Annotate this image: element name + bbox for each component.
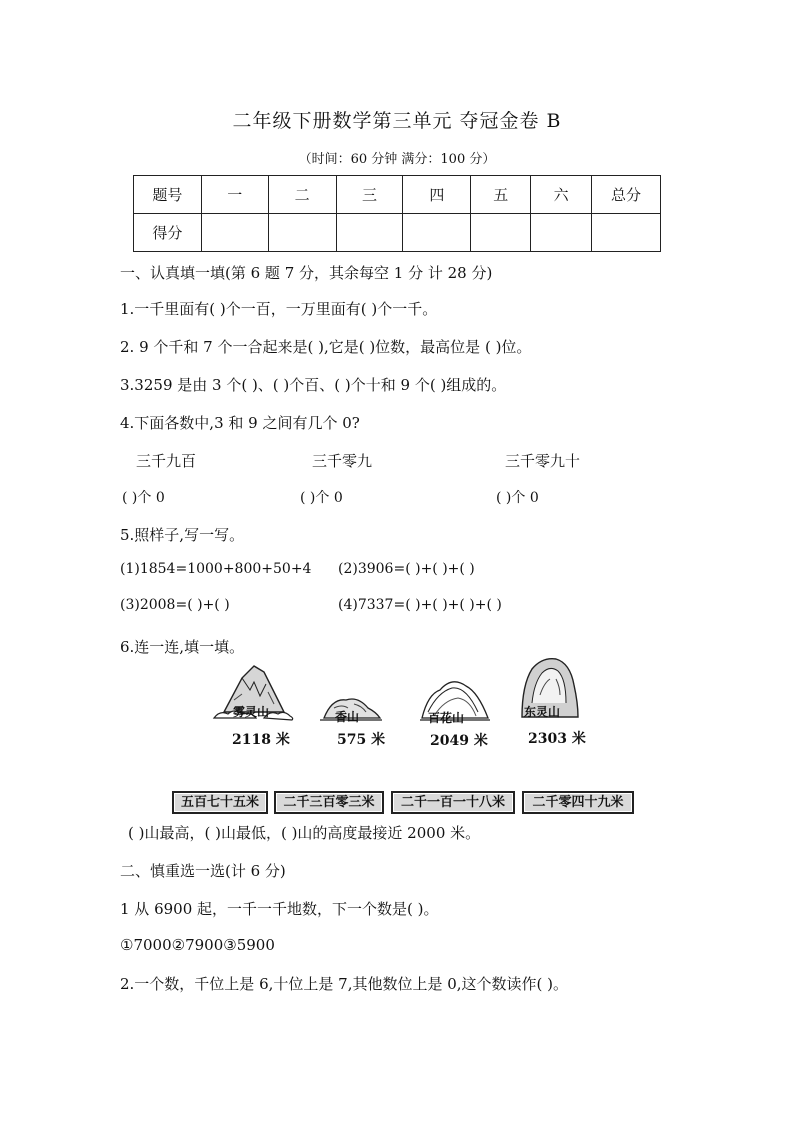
question-2-1: 1 从 6900 起，一千一千地数，下一个数是( )。 (120, 900, 439, 918)
q5-line: (2)3906=( )+( )+( ) (338, 561, 475, 577)
question-2-1-options: ①7000②7900③5900 (120, 936, 275, 954)
score-header-cell: 六 (531, 176, 592, 214)
question-2-2: 2.一个数，千位上是 6,十位上是 7,其他数位上是 0,这个数读作( )。 (120, 975, 569, 993)
score-cell[interactable] (531, 214, 592, 252)
score-cell[interactable] (403, 214, 471, 252)
mountain-name: 雾灵山 (233, 705, 270, 719)
mountain-name: 百花山 (428, 711, 465, 725)
q5-line: (3)2008=( )+( ) (120, 597, 230, 613)
q4-number-word: 三千零九十 (505, 452, 581, 470)
question-1-3: 3.3259 是由 3 个( )、( )个百、( )个十和 9 个( )组成的。 (120, 376, 507, 394)
score-header-cell: 五 (471, 176, 531, 214)
question-1-5: 5.照样子,写一写。 (120, 526, 245, 544)
height-box[interactable]: 二千一百一十八米 (391, 791, 515, 814)
page-title: 二年级下册数学第三单元 夺冠金卷 B (232, 110, 562, 132)
score-cell[interactable] (201, 214, 268, 252)
q4-answer: ( )个 0 (122, 490, 165, 506)
score-header-cell: 三 (336, 176, 403, 214)
score-cell[interactable] (471, 214, 531, 252)
score-table-header-row (134, 176, 661, 214)
score-table-score-row (134, 214, 661, 252)
mountain-height: 2049 米 (430, 733, 488, 749)
question-1-2: 2. 9 个千和 7 个一合起来是( ),它是( )位数，最高位是 ( )位。 (120, 338, 532, 356)
page-subtitle: （时间：60 分钟 满分：100 分） (298, 152, 496, 167)
section2-heading: 二、慎重选一选(计 6 分) (120, 862, 286, 880)
score-cell[interactable] (592, 214, 661, 252)
mountain-name: 香山 (335, 710, 360, 724)
mountain-name: 东灵山 (524, 705, 561, 719)
q6-fill-sentence: ( )山最高，( )山最低，( )山的高度最接近 2000 米。 (128, 824, 481, 842)
question-1-4: 4.下面各数中,3 和 9 之间有几个 0? (120, 414, 360, 432)
q4-answer: ( )个 0 (300, 490, 343, 506)
q5-example: (1)1854=1000+800+50+4 (120, 561, 312, 577)
score-table (133, 175, 661, 252)
mountain-height: 575 米 (337, 732, 386, 748)
q4-number-word: 三千零九 (312, 452, 373, 470)
mountain-height: 2118 米 (232, 732, 290, 748)
q5-line: (4)7337=( )+( )+( )+( ) (338, 597, 502, 613)
score-header-cell: 一 (201, 176, 268, 214)
height-box[interactable]: 五百七十五米 (172, 791, 268, 814)
mountain-height: 2303 米 (528, 731, 586, 747)
question-1-6: 6.连一连,填一填。 (120, 638, 245, 656)
height-box[interactable]: 二千三百零三米 (274, 791, 384, 814)
height-box[interactable]: 二千零四十九米 (522, 791, 634, 814)
score-header-cell: 四 (403, 176, 471, 214)
q4-answer: ( )个 0 (496, 490, 539, 506)
score-header-cell: 二 (268, 176, 336, 214)
score-header-cell: 题号 (134, 176, 202, 214)
score-row-label: 得分 (134, 214, 202, 252)
section1-heading: 一、认真填一填(第 6 题 7 分，其余每空 1 分 计 28 分) (120, 264, 493, 282)
q4-number-word: 三千九百 (136, 452, 197, 470)
score-header-cell: 总分 (592, 176, 661, 214)
question-1-1: 1.一千里面有( )个一百，一万里面有( )个一千。 (120, 300, 438, 318)
score-cell[interactable] (268, 214, 336, 252)
score-cell[interactable] (336, 214, 403, 252)
